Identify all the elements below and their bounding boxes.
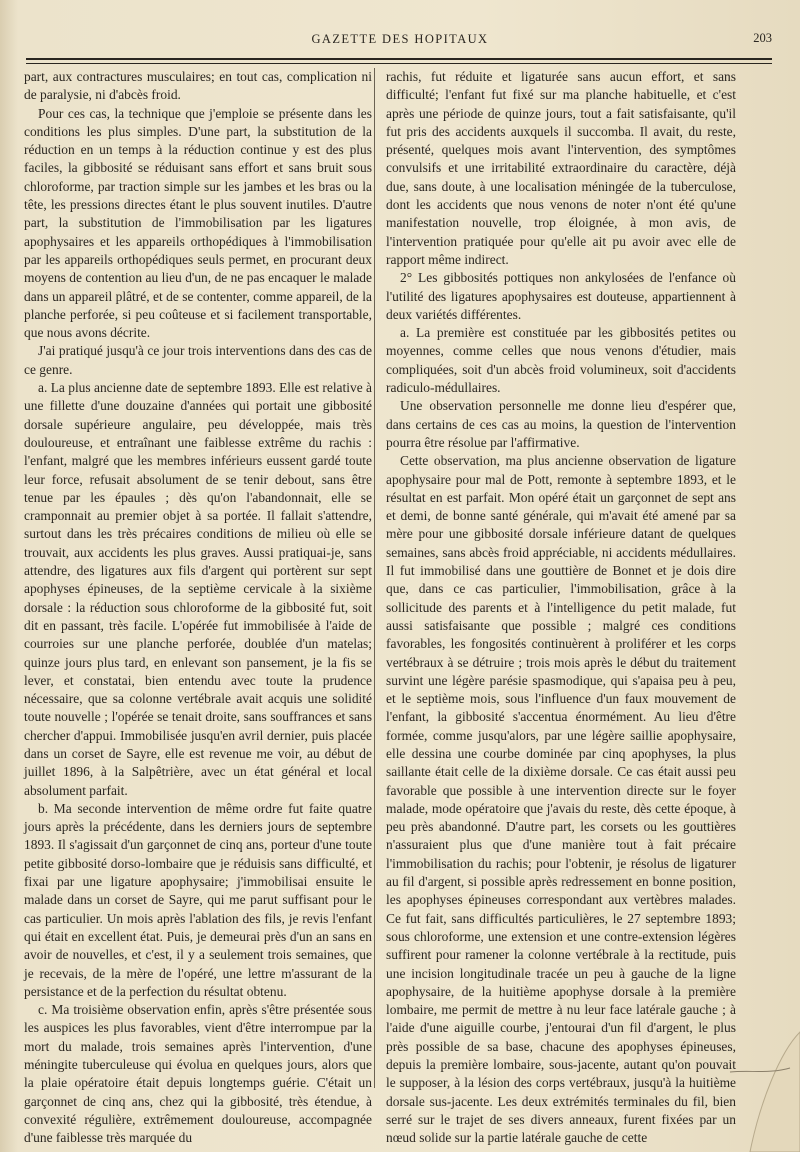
header-rule-thin (26, 63, 772, 64)
paragraph: a. La première est constituée par les gibbosités petites ou moyennes, comme celles que nous venons d'étudier, mais compliquées, soit d'un abcès froid volumineux, soit d'accidents radiculo-médullaires. (386, 325, 736, 396)
paragraph: Cette observation, ma plus ancienne observation de ligature apophysaire pour mal de Pott, remonte à septembre 1893, et le résultat en est parfait. Mon opéré était un garçonnet de sept ans et demi, de bonne santé générale, qui m'avait été amené par sa mère pour une gibbosité dorsale inférieure datant de quelques semaines, sans abcès froid appréciable, ni accidents médullaires. Il fut immobilisé dans une gouttière de Bonnet et je dois dire que, dans ce cas particulier, l'immobilisation, grâce à la sollicitude des parents et à l'intelligence du petit malade, fut aussi satisfaisante que possible ; malgré ces conditions favorables, les fongosités continuèrent à proliférer et les corps vertébraux à se détruire ; trois mois après le début du traitement survint une légère parésie spasmodique, qui s'apaisa peu à peu, et le septième mois, sous l'influence d'un faux mouvement de l'enfant, la gibbosité s'accentua énormément. Au lieu d'être formée, comme jusqu'alors, par une légère saillie apophysaire, elle dessina une courbe dominée par cinq apophyses, la plus saillante était celle de la dixième dorsale. Ce cas était aussi peu favorable que possible à une intervention directe sur le foyer malade, mode opératoire que j'avais du reste, dès cette époque, à peu près abandonné. D'autre part, les corsets ou les gouttières n'assuraient plus que d'une manière tout à fait précaire l'immobilisation du rachis; pour l'obtenir, je résolus de ligaturer au fil d'argent, si possible après redressement en bonne position, les apophyses épineuses correspondant aux vertèbres malades. Ce fut fait, sans difficultés particulières, le 27 septembre 1893; sous chloroforme, une extension et une contre-extension légères suffirent pour ramener la colonne vertébrale à la rectitude, puis une incision longitudinale tracée un peu à gauche de la ligne apophysaire, de la huitième apophyse dorsale à la première lombaire, me permit de mettre à nu leur face latérale gauche ; à l'aide d'une aiguille courbe, j'entourai d'un fil d'argent, le plus près possible de sa base, chacune des apophyses épineuses, depuis la première lombaire, sous-jacente, autant qu'on pouvait le supposer, à la lésion des corps vertébraux, jusqu'à la huitième dorsale sus-jacente. Les deux extrémités terminales du fil, bien serré sur le trajet de ses divers anneaux, furent fixées par un nœud solide sur la partie latérale gauche de cette (386, 453, 736, 1146)
page-header (24, 30, 776, 50)
paragraph: Une observation personnelle me donne lieu d'espérer que, dans certains de ces cas au moins, la question de l'intervention pourra être résolue par l'affirmative. (386, 398, 736, 450)
paragraph: c. Ma troisième observation enfin, après s'être présentée sous les auspices les plus favorables, vient d'être interrompue par la mort du malade, trois semaines après l'intervention, d'une méningite tuberculeuse qui évolua en quelques jours, alors que la plaie opératoire était depuis longtemps guérie. C'était un garçonnet de cinq ans, chez qui la gibbosité, très étendue, à convexité régulière, extrêmement douloureuse, accompagnée d'une faiblesse très marquée du (24, 1002, 372, 1146)
right-column (386, 68, 736, 1148)
left-column (24, 68, 372, 1148)
torn-corner-mark (710, 992, 800, 1152)
header-rule-thick (26, 58, 772, 60)
paragraph: b. Ma seconde intervention de même ordre fut faite quatre jours après la précédente, dans les derniers jours de septembre 1893. Il s'agissait d'un garçonnet de cinq ans, porteur d'une toute petite gibbosité dorso-lombaire que je réduisis sans difficulté, et fixai par une ligature apophysaire; j'immobilisai ensuite le malade dans un corset de Sayre, qui me parut suffisant pour le cas particulier. Un mois après l'ablation des fils, je revis l'enfant qui était en excellent état. Puis, je demeurai près d'un an sans en avoir de nouvelles, et c'est, il y a seulement trois semaines, que je recevais, de la mère de l'opéré, une lettre m'assurant de la persistance et de la perfection du résultat obtenu. (24, 800, 372, 999)
paragraph: 2° Les gibbosités pottiques non ankylosées de l'enfance où l'utilité des ligatures apophysaires est douteuse, appartiennent à deux variétés différentes. (386, 270, 736, 322)
page-number: 203 (753, 31, 772, 45)
paragraph: a. La plus ancienne date de septembre 1893. Elle est relative à une fillette d'une douzaine d'années qui portait une gibbosité dorsale supérieure angulaire, peu développée, mais très douloureuse, et entraînant une faiblesse extrême du rachis : l'enfant, malgré que les membres inférieurs eussent gardé toute leur force, refusait absolument de se tenir debout, sans être tenue par les épaules ; dès qu'on l'abandonnait, elle se cramponnait au premier objet à sa portée. Il fallait s'attendre, surtout dans les très précaires conditions de milieu où elle se trouvait, aux accidents les plus graves. Aussi pratiquai-je, sans attendre, des ligatures aux fils d'argent qui portèrent sur sept apophyses épineuses, de la septième cervicale à la sixième dorsale : la réduction sous chloroforme de la gibbosité fut, soit dit en passant, très facile. L'opérée fut immobilisée à l'aide de courroies sur une planche perforée, doublée d'un matelas; quinze jours plus tard, en enlevant son pansement, je la fis se lever, et constatai, bien entendu avec toute la prudence nécessaire, que sa colonne vertébrale avait acquis une solidité toute nouvelle ; l'opérée se tenait droite, sans souffrances et sans chercher d'appui. Immobilisée jusqu'en avril dernier, puis placée dans un corset de Sayre, elle est revenue me voir, au début de juillet 1896, à la Salpêtrière, avec un état général et local absolument parfait. (24, 380, 372, 798)
paragraph: J'ai pratiqué jusqu'à ce jour trois interventions dans des cas de ce genre. (24, 343, 372, 377)
paragraph: part, aux contractures musculaires; en tout cas, complication ni de paralysie, ni d'abcès froid. (24, 69, 372, 103)
paragraph: rachis, fut réduite et ligaturée sans aucun effort, et sans difficulté; l'enfant fut fixé sur ma planche habituelle, et c'est après une période de quinze jours, tout a fait satisfaisante, qu'il fut pris des accidents auxquels il succomba. Il avait, du reste, présenté, quelques mois avant l'intervention, des symptômes convulsifs et une irritabilité extraordinaire du caractère, déjà due, sans doute, à une localisation méningée de la tuberculose, dont les accidents que nous venons de noter n'ont été qu'une manifestation nouvelle, trop éloignée, à mon avis, de l'intervention pratiquée pour qu'elle ait pu avoir avec elle de rapport même indirect. (386, 69, 736, 267)
paragraph: Pour ces cas, la technique que j'emploie se présente dans les conditions les plus simples. D'une part, la substitution de la réduction en un temps à la réduction continue y est des plus faciles, la gibbosité se réduisant sans effort et sans bruit sous chloroforme, par traction simple sur les jambes et les bras ou la tête, les pressions directes étant le plus souvent inutiles. D'autre part, la substitution de l'immobilisation par les ligatures apophysaires et les appareils orthopédiques à l'immobilisation par les appareils orthopédiques seuls permet, en procurant deux moyens de contention au lieu d'un, de ne pas encaquer le malade dans un appareil plâtré, et de se contenter, comme appareil, de la planche perforée, si peu coûteuse et si facilement transportable, que nous avons décrite. (24, 105, 372, 341)
column-divider (374, 68, 375, 1088)
publication-title: GAZETTE DES HOPITAUX (311, 32, 489, 46)
